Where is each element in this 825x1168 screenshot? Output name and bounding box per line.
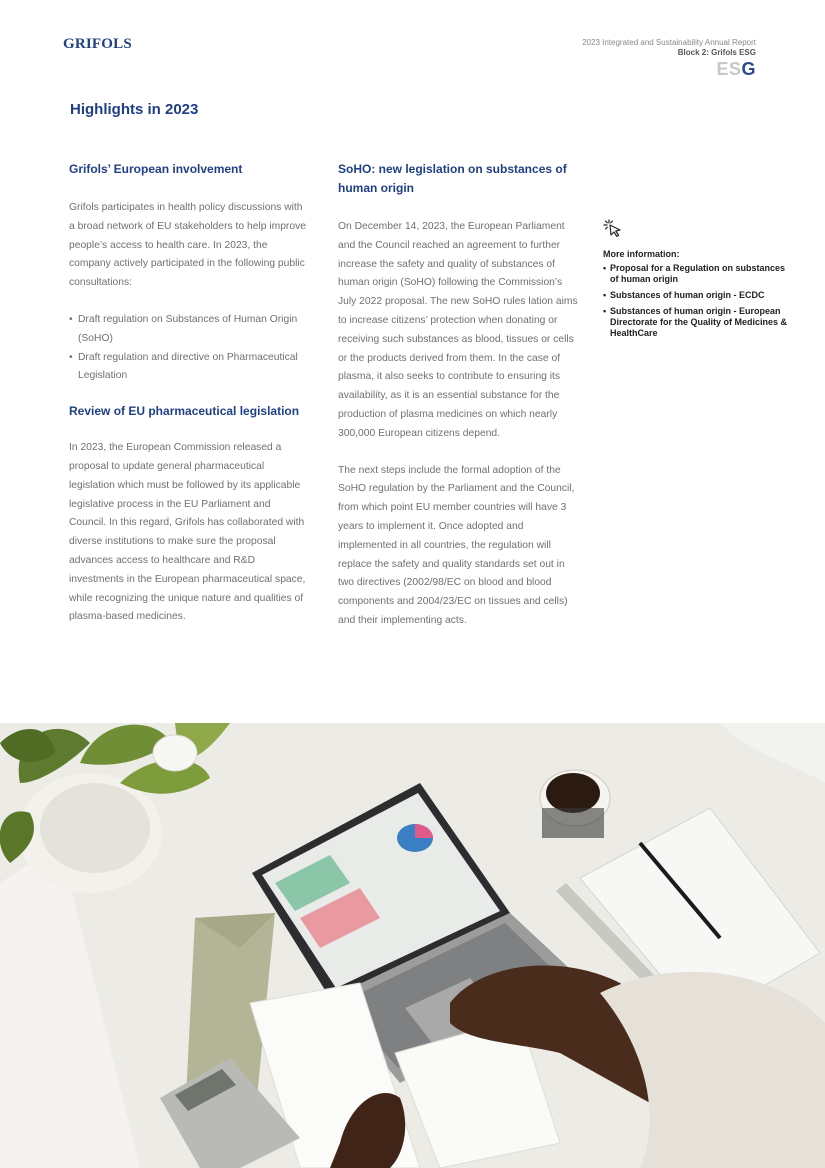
section-heading-european-involvement: Grifols’ European involvement bbox=[69, 162, 243, 176]
link-ecdc[interactable]: • Substances of human origin - ECDC bbox=[603, 290, 793, 301]
esg-mark bbox=[582, 58, 756, 80]
paragraph-soho-next-steps: The next steps include the formal adoption of the SoHO regulation by the Parliament and the Council, from which point EU member countries will have 3 years to implement it. Once adopted and implemented in all countries, the regulation will replace the safety and quality standards set out in two directives (2002/98/EC on blood and blood components and 2004/23/EC on tissues and cells) and their implementing acts. bbox=[338, 464, 575, 626]
cursor-click-icon bbox=[603, 218, 625, 238]
grifols-logo: GRIFOLS bbox=[63, 36, 132, 52]
more-information-links bbox=[603, 263, 793, 339]
more-information-box bbox=[603, 218, 793, 339]
list-item: • Draft regulation and directive on Pharmaceutical Legislation bbox=[69, 349, 309, 387]
link-edqm[interactable]: • Substances of human origin - European Directorate for the Quality of Medicines & HealthCare bbox=[603, 306, 793, 339]
desk-illustration bbox=[0, 723, 825, 1168]
middle-column bbox=[338, 160, 580, 631]
desk-laptop-photo bbox=[0, 723, 825, 1168]
link-regulation-proposal[interactable]: • Proposal for a Regulation on substances of human origin bbox=[603, 263, 793, 285]
report-header bbox=[582, 38, 756, 80]
paragraph-soho-agreement: On December 14, 2023, the European Parliament and the Council reached an agreement to further increase the safety and quality of substances of human origin (SoHO) following the Commission’s July 2022 proposal. The new SoHO rules lation aims to increase citizens’ protection when donating or receiving such substances as blood, tissues or cells or the products derived from them. In the case of plasma, it also seeks to contribute to ensuring its availability, as it is an essential substance for the production of plasma medicines on which nearly 300,000 European citizens depend. bbox=[338, 221, 578, 439]
paragraph-involvement: Grifols participates in health policy discussions with a broad network of EU stakeholders to help improve people’s access to health care. In 2023, the company actively participated in the following public consultations: bbox=[69, 202, 306, 289]
page-title: Highlights in 2023 bbox=[70, 101, 199, 118]
report-title: 2023 Integrated and Sustainability Annual Report bbox=[582, 38, 756, 47]
consultation-list bbox=[69, 311, 309, 386]
section-heading-soho: SoHO: new legislation on substances of human origin bbox=[338, 162, 567, 195]
paragraph-pharma-review: In 2023, the European Commission released a proposal to update general pharmaceutical legislation which must be followed by its applicable legislative process in the EU Parliament and Council. In this regard, Grifols has collaborated with diverse institutions to make sure the proposal advances access to healthcare and R&D investments in the European pharmaceutical space, while recognizing the unique nature and qualities of plasma-based medicines. bbox=[69, 442, 306, 623]
more-information-label: More information: bbox=[603, 249, 680, 259]
left-column bbox=[69, 160, 309, 627]
esg-es: ES bbox=[716, 59, 742, 79]
esg-g: G bbox=[741, 59, 756, 79]
block-label: Block 2: Grifols ESG bbox=[677, 48, 756, 57]
list-item: • Draft regulation on Substances of Human Origin (SoHO) bbox=[69, 311, 309, 349]
section-heading-pharma-review: Review of EU pharmaceutical legislation bbox=[69, 404, 300, 419]
